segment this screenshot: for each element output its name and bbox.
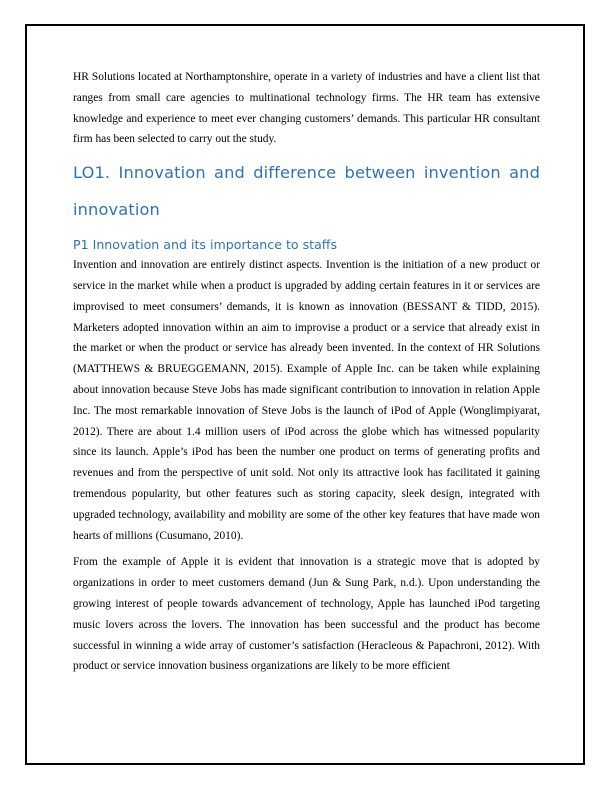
body-paragraph-2: From the example of Apple it is evident that innovation is a strategic move that is adopted by organizations in order to meet customers demand (Jun & Sung Park, n.d.). Upon understanding the growing interest of people towards advancement of technology, Apple has launched iPod targeting music lovers across the lovers. The innovation has been successful and the product has become successful in winning a wide array of customer’s satisfaction (Heracleous & Papachroni, 2012). With product or service innovation business organizations are likely to be more efficient [73, 556, 540, 673]
subsection-heading: P1 Innovation and its importance to staffs [73, 237, 338, 253]
section-heading: LO1. Innovation and difference between invention and innovation [73, 163, 540, 220]
document-body [73, 67, 540, 677]
intro-paragraph: HR Solutions located at Northamptonshire, operate in a variety of industries and have a client list that ranges from small care agencies to multinational technology firms. The HR team has extensive knowledge and experience to meet ever changing customers’ demands. This particular HR consultant firm has been selected to carry out the study. [73, 71, 540, 146]
body-paragraph-1: Invention and innovation are entirely distinct aspects. Invention is the initiation of a new product or service in the market while when a product is upgraded by adding certain features in it or services are improvised to meet consumers’ demands, it is known as innovation (BESSANT & TIDD, 2015). Marketers adopted innovation within an aim to improvise a product or a service that already exist in the market or when the product or service has already been invented. In the context of HR Solutions (MATTHEWS & BRUEGGEMANN, 2015). Example of Apple Inc. can be taken while explaining about innovation because Steve Jobs has made significant contribution to innovation in relation Apple Inc. The most remarkable innovation of Steve Jobs is the launch of iPod of Apple (Wonglimpiyarat, 2012). There are about 1.4 million users of iPod across the globe which has witnessed popularity since its launch. Apple’s iPod has been the number one product on terms of generating profits and revenues and from the perspective of unit sold. Not only its attractive look has facilitated it gaining tremendous popularity, but other features such as storing capacity, sleek design, integrated with upgraded technology, availability and mobility are some of the other key features that have made won hearts of millions (Cusumano, 2010). [73, 259, 540, 542]
